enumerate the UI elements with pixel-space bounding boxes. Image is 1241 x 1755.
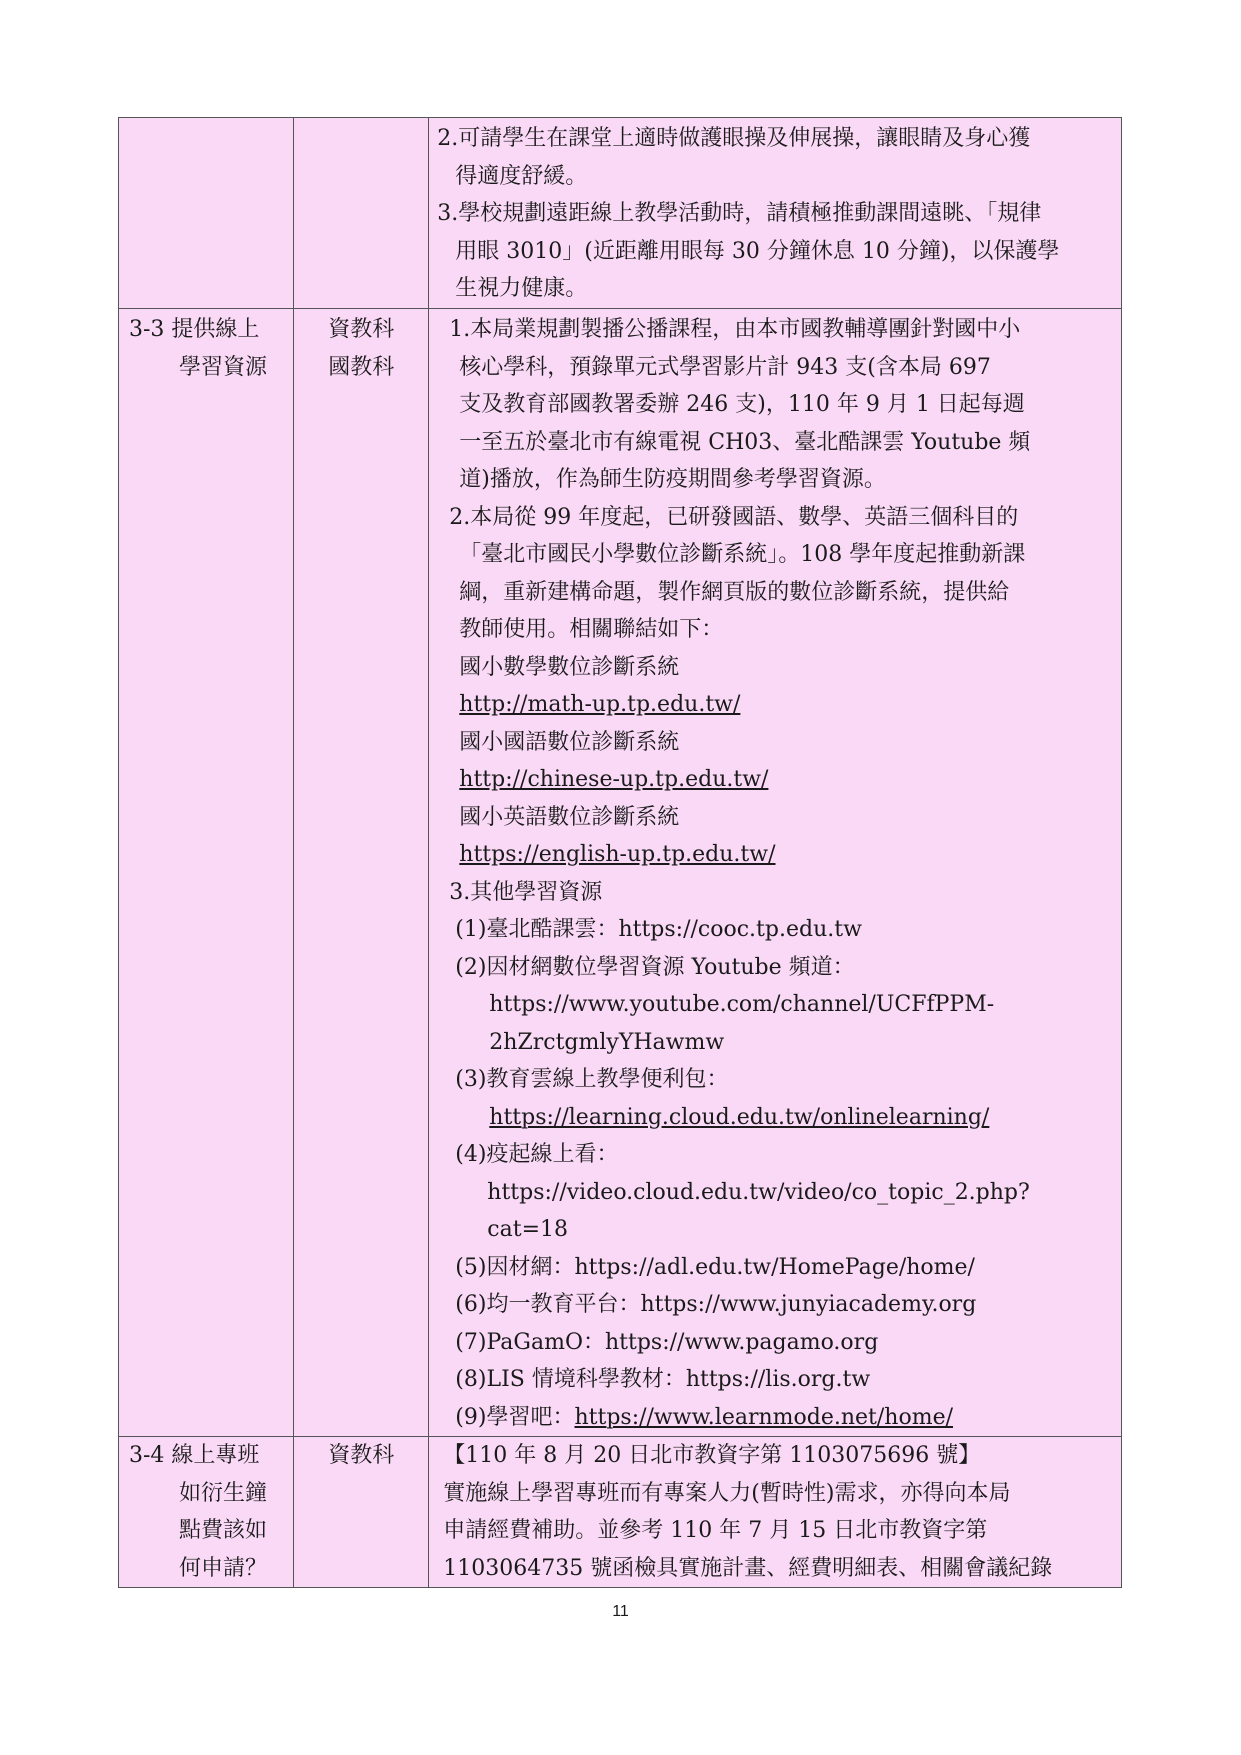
content-line: https://www.youtube.com/channel/UCFfPPM- (489, 992, 995, 1017)
page-number: 11 (612, 1603, 629, 1620)
item-title-cont: 如衍生鐘 (179, 1480, 268, 1506)
content-line: 生視力健康。 (455, 276, 588, 301)
content-line: (9)學習吧： (455, 1404, 575, 1430)
faq-table (118, 117, 1122, 1588)
content-line: 2.可請學生在課堂上適時做護眼操及伸展操，讓眼睛及身心獲 (437, 126, 1031, 151)
item-title: 3-4 線上專班 (129, 1443, 260, 1468)
content-line: (1)臺北酷課雲：https://cooc.tp.edu.tw (455, 917, 862, 942)
dept-label: 資教科 (328, 317, 395, 342)
item-title-cont: 何申請？ (179, 1555, 268, 1581)
item-cell (119, 118, 294, 309)
content-line: 國小數學數位診斷系統 (459, 654, 680, 680)
content-line: 實施線上學習專班而有專案人力(暫時性)需求，亦得向本局 (443, 1480, 1011, 1506)
content-line: (2)因材網數位學習資源 Youtube 頻道： (455, 954, 855, 980)
content-cell (429, 309, 1122, 1437)
content-line: 用眼 3010」(近距離用眼每 30 分鐘休息 10 分鐘)，以保護學 (455, 238, 1060, 264)
content-line: (7)PaGamO：https://www.pagamo.org (455, 1329, 879, 1355)
table-row (119, 1437, 1122, 1588)
dept-label: 國教科 (328, 354, 395, 380)
content-line: 申請經費補助。並參考 110 年 7 月 15 日北市教資字第 (443, 1518, 988, 1543)
chinese-diagnosis-link[interactable]: http://chinese-up.tp.edu.tw/ (459, 767, 769, 792)
content-line: 國小國語數位診斷系統 (459, 729, 680, 755)
content-line: 【110 年 8 月 20 日北市教資字第 1103075696 號】 (443, 1443, 981, 1468)
learnmode-link[interactable]: https://www.learnmode.net/home/ (574, 1404, 954, 1430)
content-line: (6)均一教育平台：https://www.junyiacademy.org (455, 1292, 977, 1317)
content-line: 1.本局業規劃製播公播課程，由本市國教輔導團針對國中小 (449, 317, 1021, 342)
content-line: 得適度舒緩。 (455, 163, 588, 189)
content-line: 教師使用。相關聯結如下： (459, 617, 724, 642)
dept-cell (294, 118, 429, 309)
content-line: (5)因材網：https://adl.edu.tw/HomePage/home/ (455, 1254, 975, 1280)
content-line: 支及教育部國教署委辦 246 支)，110 年 9 月 1 日起每週 (459, 392, 1025, 417)
content-line: 1103064735 號函檢具實施計畫、經費明細表、相關會議紀錄 (443, 1555, 1053, 1581)
content-line: 「臺北市國民小學數位診斷系統」。108 學年度起推動新課 (459, 542, 1026, 567)
content-line: 一至五於臺北市有線電視 CH03、臺北酷課雲 Youtube 頻 (459, 429, 1031, 455)
item-title-cont: 點費該如 (179, 1518, 268, 1543)
content-line: 道)播放，作為師生防疫期間參考學習資源。 (459, 467, 886, 492)
content-cell (429, 118, 1122, 309)
table-row (119, 118, 1122, 309)
content-line: https://video.cloud.edu.tw/video/co_topic_2.php? (487, 1179, 1030, 1205)
content-line: 3.其他學習資源 (449, 879, 603, 905)
content-line: cat=18 (487, 1217, 569, 1242)
content-line: 國小英語數位診斷系統 (459, 804, 680, 830)
dept-cell (294, 1437, 429, 1588)
content-line: (3)教育雲線上教學便利包： (455, 1067, 729, 1092)
item-title-cont: 學習資源 (179, 354, 268, 380)
content-line: 綱，重新建構命題，製作網頁版的數位診斷系統，提供給 (459, 579, 1010, 605)
education-cloud-link[interactable]: https://learning.cloud.edu.tw/onlinelearning/ (489, 1104, 990, 1130)
content-cell (429, 1437, 1122, 1588)
table-row (119, 309, 1122, 1437)
content-line: 核心學科，預錄單元式學習影片計 943 支(含本局 697 (459, 354, 991, 380)
item-cell (119, 309, 294, 1437)
content-line: (8)LIS 情境科學教材：https://lis.org.tw (455, 1367, 871, 1392)
english-diagnosis-link[interactable]: https://english-up.tp.edu.tw/ (459, 842, 776, 867)
content-line: 2.本局從 99 年度起，已研發國語、數學、英語三個科目的 (449, 504, 1019, 530)
dept-cell (294, 309, 429, 1437)
content-line: (4)疫起線上看： (455, 1142, 619, 1167)
content-line: 3.學校規劃遠距線上教學活動時，請積極推動課間遠眺、「規律 (437, 201, 1042, 226)
dept-label: 資教科 (328, 1443, 395, 1468)
math-diagnosis-link[interactable]: http://math-up.tp.edu.tw/ (459, 692, 741, 717)
item-cell (119, 1437, 294, 1588)
item-title: 3-3 提供線上 (129, 317, 260, 342)
content-line: 2hZrctgmlyYHawmw (489, 1029, 725, 1055)
